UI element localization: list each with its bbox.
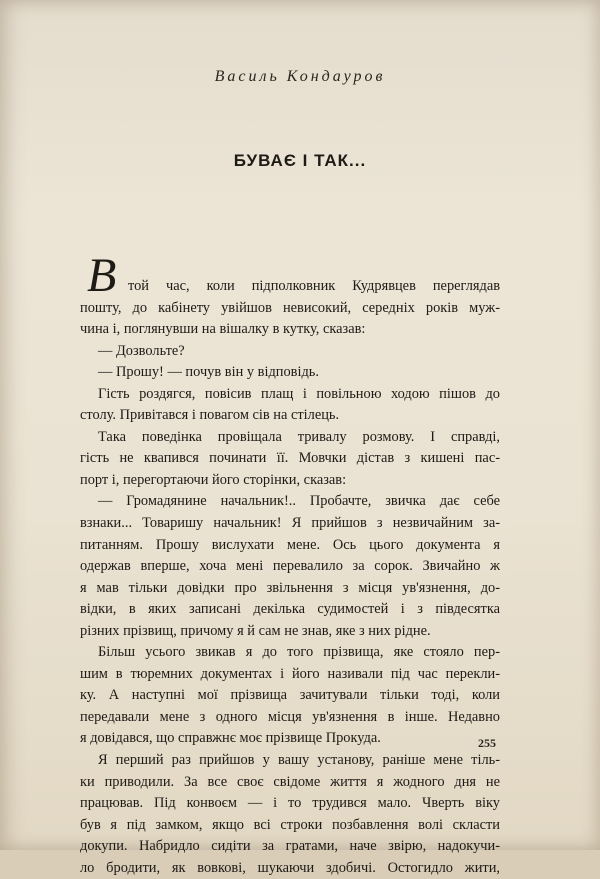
text-line: шим в тюремних документах і його називали під час перекли- (80, 665, 500, 682)
text-line: я довідався, що справжнє моє прізвище Прокуда. (80, 730, 381, 747)
text-line: чина і, поглянувши на вішалку в кутку, сказав: (80, 321, 366, 338)
text-line: столу. Привітався і повагом сів на стілець. (80, 407, 340, 424)
text-line: ку. А наступні мої прізвища зачитували тільки тоді, коли (80, 687, 500, 704)
text-line: різних прізвищ, причому я й сам не знав, яке з них рідне. (80, 622, 431, 639)
text-line: гість не квапився починати її. Мовчки дістав з кишені пас- (80, 450, 500, 467)
text-line: той час, коли підполковник Кудрявцев переглядав (128, 278, 500, 294)
text-line: ки приводили. За все своє свідоме життя я жодного дня не (80, 773, 500, 790)
text-line: відки, в яких записані декілька судимостей і з півдесятка (80, 601, 500, 618)
text-line: я мав тільки довідки про звільнення з місця ув'язнення, до- (80, 579, 500, 596)
text-line: був я під замком, якщо всі строки позбавлення волі скласти (80, 816, 500, 833)
text-line: ло бродити, як вовкові, шукаючи здобичі. Остогидло жити, (80, 859, 500, 876)
text-line: взнаки... Товаришу начальник! Я прийшов з незвичайним за- (80, 515, 500, 532)
text-line: пошту, до кабінету увійшов невисокий, середніх років муж- (80, 299, 500, 316)
text-line: передавали мене з одного місця ув'язнення в інше. Недавно (80, 708, 500, 725)
text-line: Гість роздягся, повісив плащ і повільною ходою пішов до (98, 385, 500, 402)
text-line: Така поведінка провіщала тривалу розмову. І справді, (98, 428, 500, 445)
text-line: — Прошу! — почув він у відповідь. (98, 364, 319, 381)
text-line: Більш усього звикав я до того прізвища, яке стояло пер- (98, 644, 500, 661)
text-line: порт і, перегортаючи його сторінки, сказав: (80, 471, 347, 488)
text-line: працював. Під конвоєм — і то трудився мало. Чверть віку (80, 795, 500, 812)
story-text (80, 276, 500, 879)
text-line: докупи. Набридло сидіти за гратами, наче звірю, надокучи- (80, 838, 500, 855)
story-title: БУВАЄ І ТАК... (233, 151, 367, 170)
text-line: питанням. Прошу вислухати мене. Ось цього документа я (80, 536, 500, 553)
text-line: Я перший раз прийшов у вашу установу, раніше мене тіль- (98, 752, 500, 769)
text-line: одержав вперше, хоча мені перевалило за сорок. Звичайно ж (80, 558, 500, 575)
drop-cap: В (87, 249, 117, 302)
page-number: 255 (478, 736, 496, 750)
text-line: — Громадянине начальник!.. Пробачте, звичка дає себе (98, 493, 500, 510)
text-line: — Дозвольте? (98, 342, 185, 359)
author-name: Василь Кондауров (214, 68, 386, 85)
